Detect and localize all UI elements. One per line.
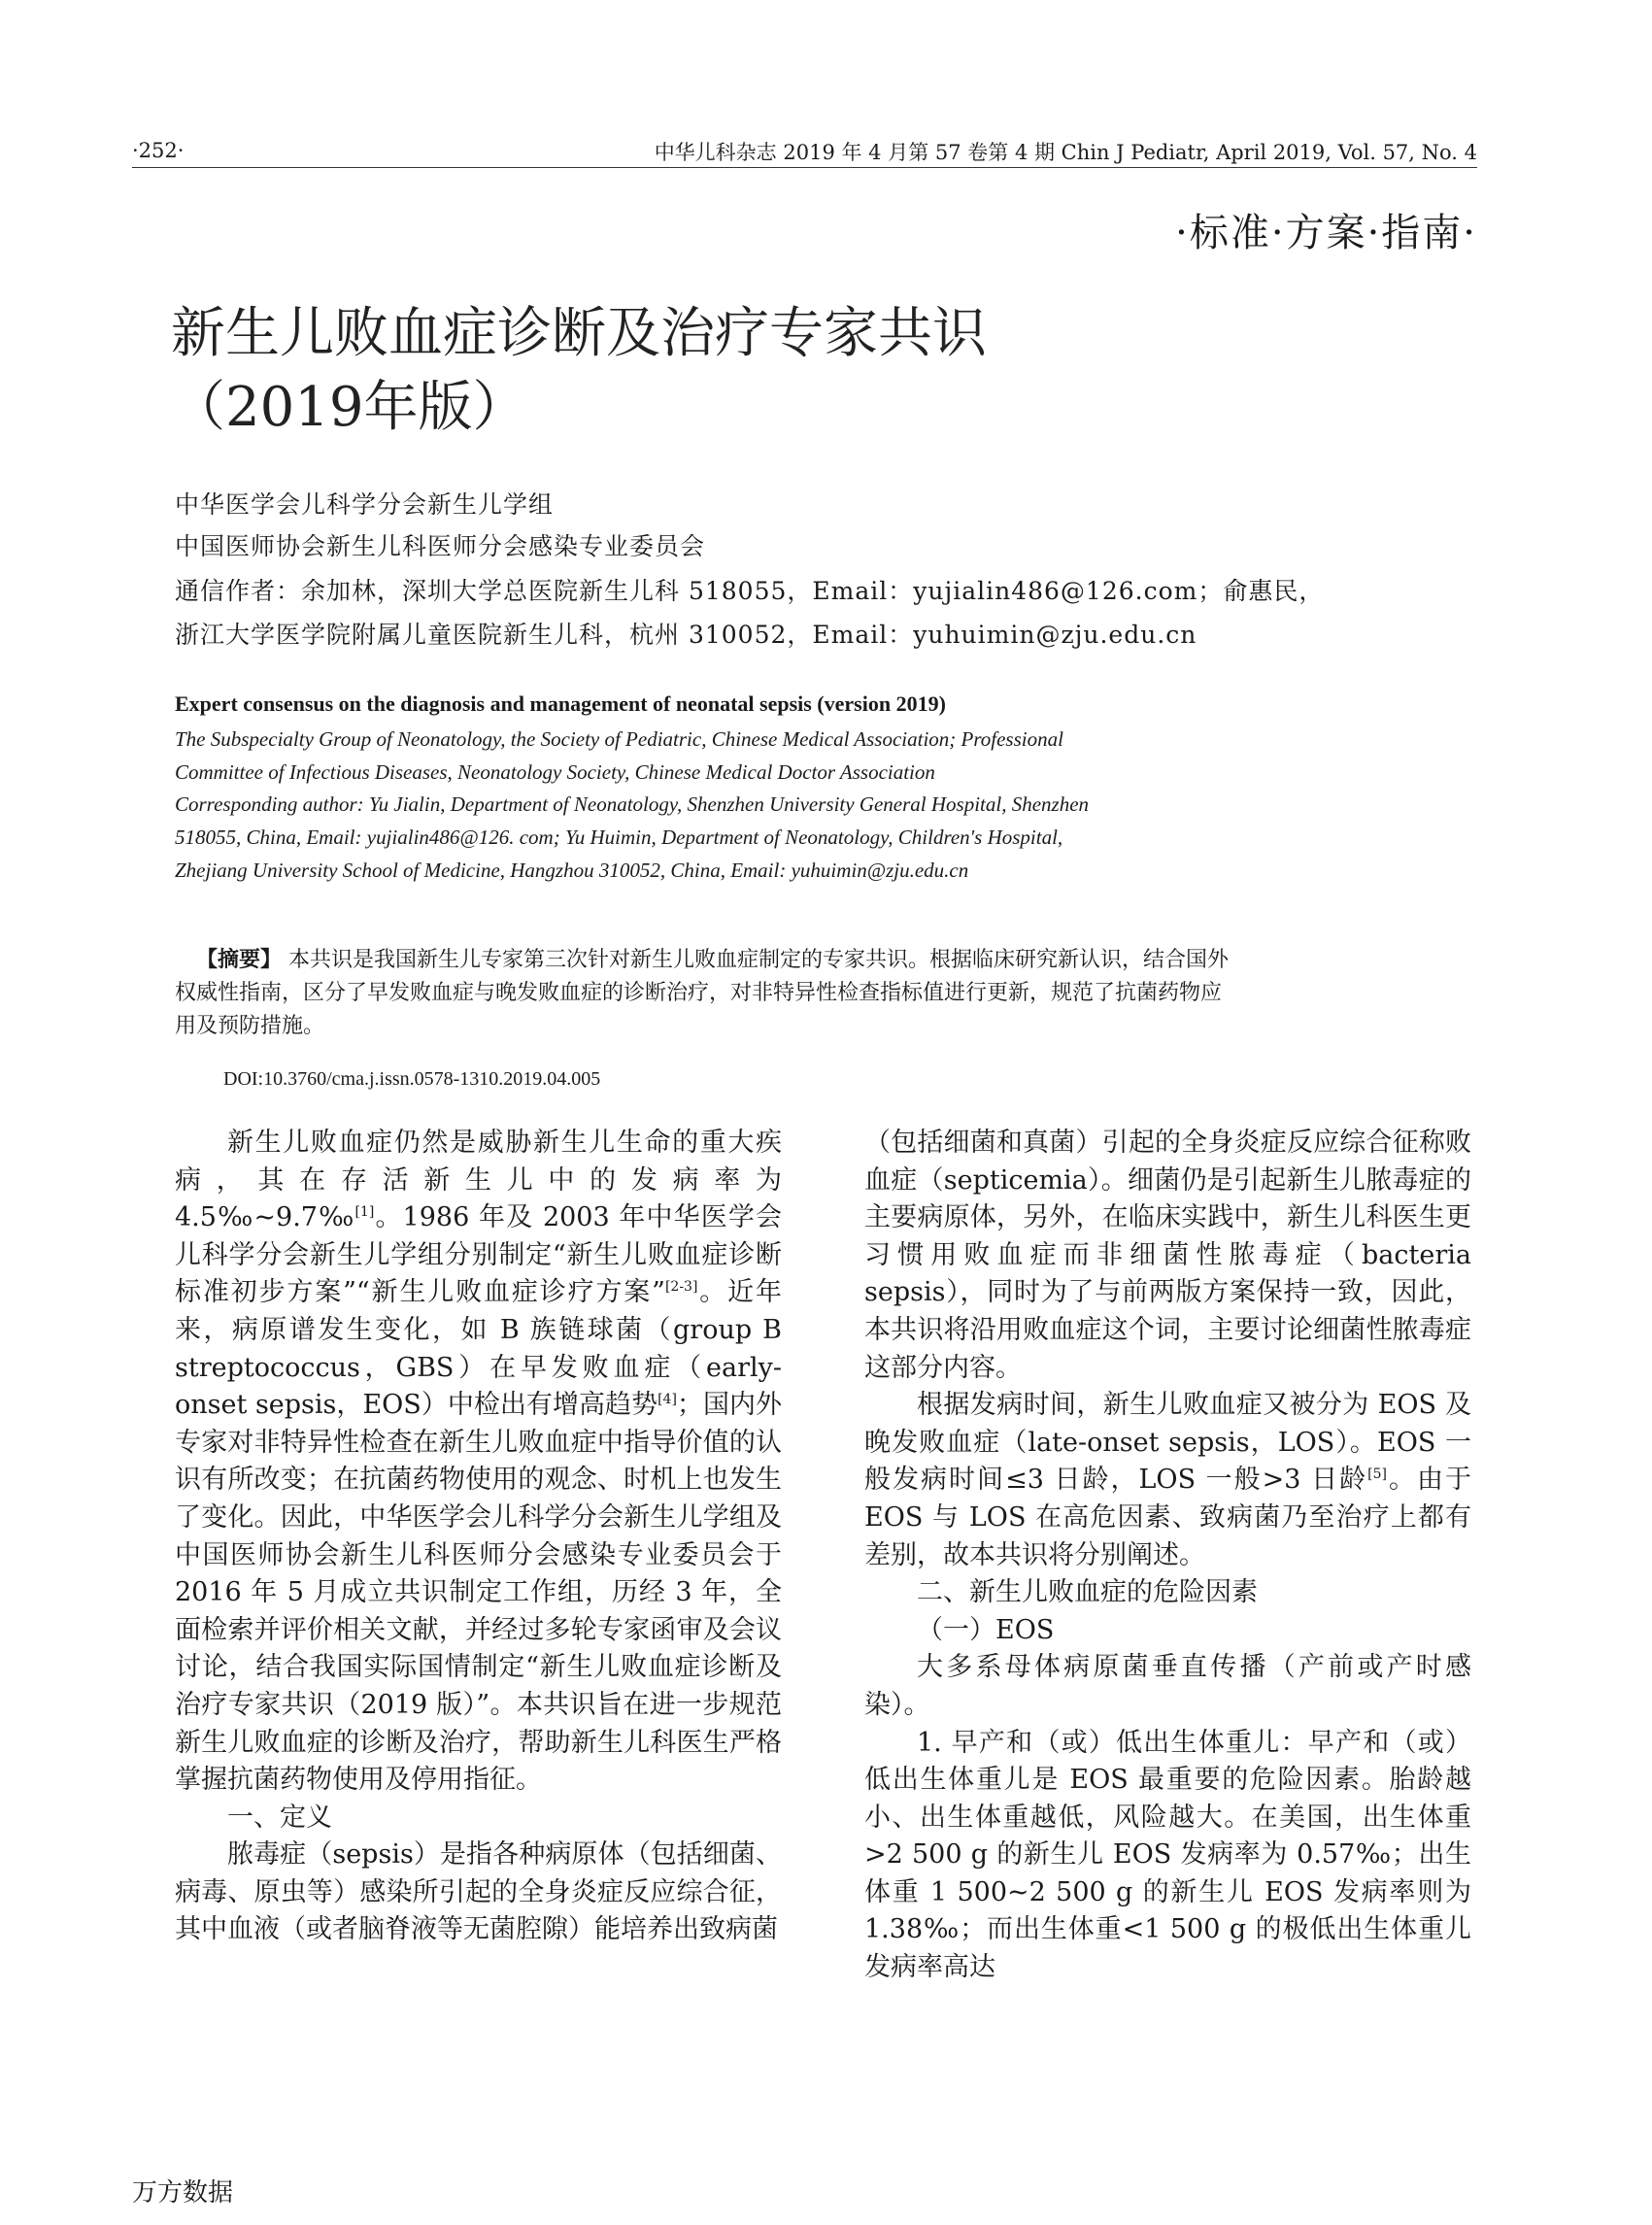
english-line: Corresponding author: Yu Jialin, Department of Neonatology, Shenzhen University General Hospital, Shenzhen [175, 792, 1090, 816]
citation: [1] [354, 1204, 375, 1221]
article-title [171, 297, 987, 445]
doi: DOI:10.3760/cma.j.issn.0578-1310.2019.04.005 [223, 1068, 601, 1090]
english-title: Expert consensus on the diagnosis and management of neonatal sepsis (version 2019) [175, 691, 946, 716]
paragraph: （包括细菌和真菌）引起的全身炎症反应综合征称败血症（septicemia）。细菌仍是引起新生儿脓毒症的主要病原体，另外，在临床实践中，新生儿科医生更习惯用败血症而非细菌性脓毒症（bacteria sepsis），同时为了与前两版方案保持一致，因此，本共识将沿用败血症这个词，主要讨论细菌性脓毒症这部分内容。 [864, 1128, 1471, 1383]
paragraph: 脓毒症（sepsis）是指各种病原体（包括细菌、病毒、原虫等）感染所引起的全身炎症反应综合征，其中血液（或者脑脊液等无菌腔隙）能培养出致病菌 [175, 1839, 782, 1945]
abstract-text: 本共识是我国新生儿专家第三次针对新生儿败血症制定的专家共识。根据临床研究新认识，结合国外权威性指南，区分了早发败血症与晚发败血症的诊断治疗，对非特异性检查指标值进行更新，规范了抗菌药物应用及预防措施。 [175, 948, 1230, 1038]
abstract-label: 【摘要】 [196, 948, 283, 972]
citation: [4] [657, 1392, 677, 1408]
header-rule [132, 167, 1477, 168]
title-line-2: （2019年版） [171, 376, 527, 439]
author-group-1: 中华医学会儿科学分会新生儿学组 [175, 490, 555, 519]
section-tag: ·标准·方案·指南· [1175, 211, 1477, 255]
body-column-left [175, 1125, 782, 1949]
paragraph: 新生儿败血症仍然是威胁新生儿生命的重大疾病，其在存活新生儿中的发病率为 4.5‰~9.7‰[1]。1986 年及 2003 年中华医学会儿科学分会新生儿学组分别制定“新生儿败血症诊断标准初步方案”“新生儿败血症诊疗方案”[2-3]。近年来，病原谱发生变化，如 B 族链球菌（group B streptococcus，GBS）在早发败血症（early-onset sepsis，EOS）中检出有增高趋势[4]；国内外专家对非特异性检查在新生儿败血症中指导价值的认识有所改变；在抗菌药物使用的观念、时机上也发生了变化。因此，中华医学会儿科学分会新生儿学组及中国医师协会新生儿科医师分会感染专业委员会于 2016 年 5 月成立共识制定工作组，历经 3 年，全面检索并评价相关文献，并经过多轮专家函审及会议讨论，结合我国实际国情制定“新生儿败血症诊断及治疗专家共识（2019 版）”。本共识旨在进一步规范新生儿败血症的诊断及治疗，帮助新生儿科医生严格掌握抗菌药物使用及停用指征。 [175, 1128, 783, 1796]
page-number: ·252· [132, 139, 185, 162]
english-line: Zhejiang University School of Medicine, Hangzhou 310052, China, Email: yuhuimin@zju.edu.cn [175, 859, 969, 882]
subsection-heading: （一）EOS [917, 1614, 1055, 1645]
english-line: 518055, China, Email: yujialin486@126. com; Yu Huimin, Department of Neonatology, Children's Hospital, [175, 826, 1063, 849]
paragraph: 1. 早产和（或）低出生体重儿：早产和（或）低出生体重儿是 EOS 最重要的危险因素。胎龄越小、出生体重越低，风险越大。在美国，出生体重>2 500 g 的新生儿 EOS 发病率为 0.57‰；出生体重 1 500~2 500 g 的新生儿 EOS 发病率则为 1.38‰；而出生体重<1 500 g 的极低出生体重儿发病率高达 [864, 1727, 1471, 1983]
paragraph: 大多系母体病原菌垂直传播（产前或产时感染）。 [864, 1652, 1471, 1720]
citation: [2-3] [664, 1279, 698, 1296]
correspondence-line-1: 通信作者：余加林，深圳大学总医院新生儿科 518055，Email：yujialin486@126.com；俞惠民， [175, 577, 1325, 605]
correspondence-line-2: 浙江大学医学院附属儿童医院新生儿科，杭州 310052，Email：yuhuimin@zju.edu.cn [175, 621, 1197, 649]
section-heading: 一、定义 [227, 1802, 332, 1833]
body-column-right [864, 1125, 1471, 1987]
watermark-footer: 万方数据 [132, 2178, 234, 2208]
section-heading: 二、新生儿败血症的危险因素 [917, 1577, 1258, 1608]
english-line: The Subspecialty Group of Neonatology, the Society of Pediatric, Chinese Medical Association; Professional [175, 727, 1063, 751]
citation: [5] [1367, 1466, 1387, 1483]
english-line: Committee of Infectious Diseases, Neonatology Society, Chinese Medical Doctor Association [175, 760, 935, 784]
journal-header: 中华儿科杂志 2019 年 4 月第 57 卷第 4 期 Chin J Pediatr, April 2019, Vol. 57, No. 4 [654, 141, 1477, 164]
paragraph: 根据发病时间，新生儿败血症又被分为 EOS 及晚发败血症（late-onset sepsis，LOS）。EOS 一般发病时间≤3 日龄，LOS 一般>3 日龄[5]。由于 EOS 与 LOS 在高危因素、致病菌乃至治疗上都有差别，故本共识将分别阐述。 [864, 1390, 1471, 1570]
title-line-1: 新生儿败血症诊断及治疗专家共识 [171, 302, 987, 365]
abstract [175, 944, 1233, 1043]
author-group-2: 中国医师协会新生儿科医师分会感染专业委员会 [175, 532, 706, 560]
